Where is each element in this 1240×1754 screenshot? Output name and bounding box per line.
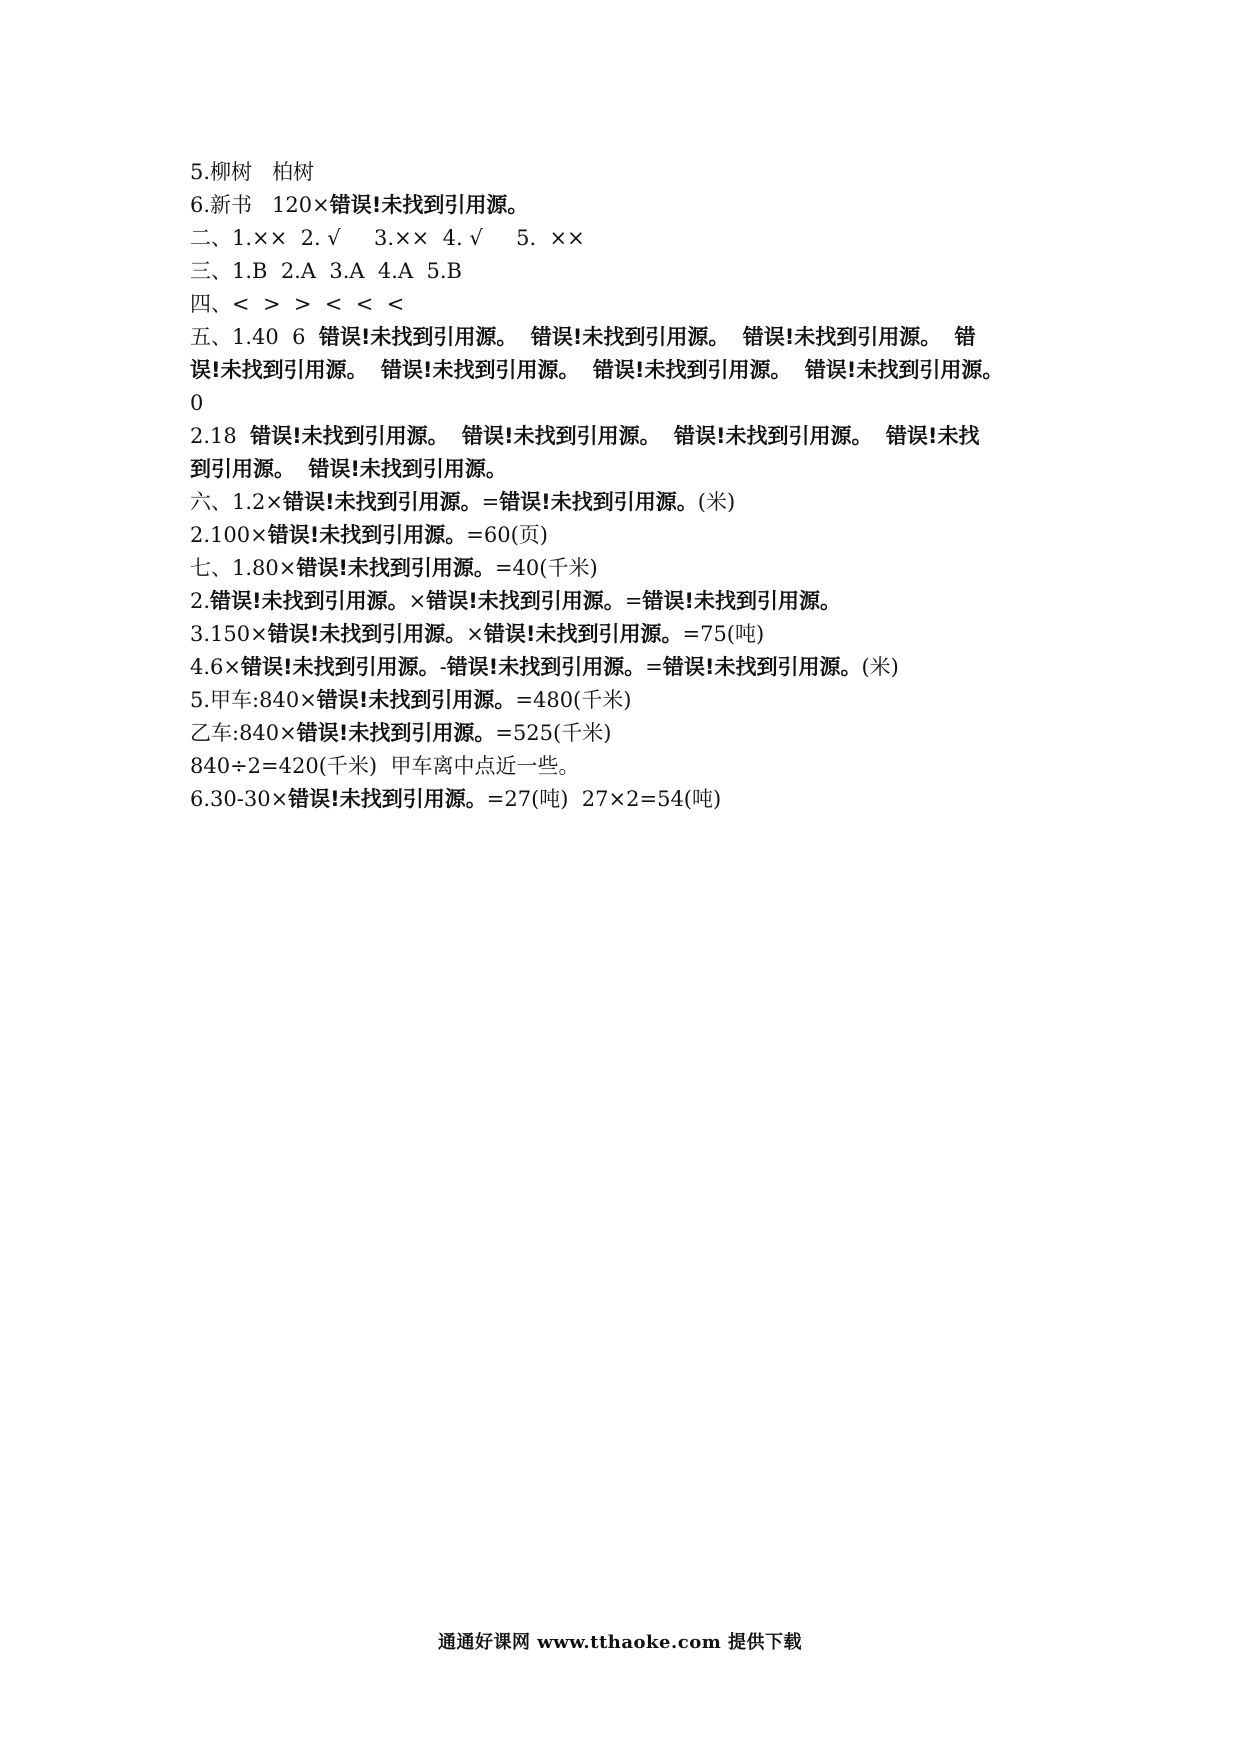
page-footer: 通通好课网 www.tthaoke.com 提供下载 — [437, 1632, 803, 1653]
answer-text: = — [481, 490, 500, 514]
answer-text — [941, 325, 954, 349]
answer-text: 6.新书 120× — [190, 193, 330, 217]
answer-text: =27(吨) 27×2=54(吨) — [486, 787, 722, 811]
answer-text: 6.30-30× — [190, 787, 289, 811]
reference-error-text: 错误!未找到引用源。 — [283, 490, 482, 514]
reference-error-text: 错误!未找到引用源。 — [329, 193, 529, 217]
answer-line — [190, 651, 1070, 684]
reference-error-text: 错误!未找到引用源。 — [241, 655, 440, 679]
reference-error-text: 错误!未找到引用源。 — [267, 622, 467, 646]
answer-line — [190, 288, 1070, 321]
answer-text — [580, 358, 593, 382]
answer-text: 乙车:840× — [190, 721, 297, 745]
answer-text: = — [645, 655, 663, 679]
answer-text: × — [408, 589, 427, 613]
answer-line — [190, 387, 1070, 420]
answer-line — [190, 222, 1070, 255]
reference-error-text: 错误!未找到引用源。 — [642, 589, 841, 613]
reference-error-text: 错误!未找到引用源。 — [446, 655, 646, 679]
answer-text — [517, 325, 530, 349]
answer-line — [190, 717, 1070, 750]
answer-line — [190, 156, 1070, 189]
reference-error-text: 错误!未找到引用源。 — [288, 787, 487, 811]
answer-text: =525(千米) — [495, 721, 612, 745]
answer-line — [190, 552, 1070, 585]
answer-text: =60(页) — [466, 523, 548, 547]
answer-line — [190, 519, 1070, 552]
reference-error-text: 误!未找到引用源。 — [190, 358, 368, 382]
answer-text — [295, 457, 308, 481]
answer-text: × — [466, 622, 484, 646]
reference-error-text: 错误!未找到引用源。 — [267, 523, 467, 547]
answer-text: 三、1.B 2.A 3.A 4.A 5.B — [190, 259, 462, 283]
reference-error-text: 错误!未找到引用源。 — [318, 325, 518, 349]
reference-error-text: 错误!未找到引用源。 — [804, 358, 1004, 382]
answer-line — [190, 189, 1070, 222]
answer-text — [791, 358, 804, 382]
reference-error-text: 错 — [954, 325, 976, 349]
answer-text — [661, 424, 674, 448]
answer-text: =75(吨) — [682, 622, 765, 646]
answer-line — [190, 321, 1070, 354]
answer-text — [449, 424, 462, 448]
answer-text: 二、1.×× 2. √ 3.×× 4. √ 5. ×× — [190, 226, 585, 250]
answer-line — [190, 750, 1070, 783]
answer-text: 2.18 — [190, 424, 251, 448]
reference-error-text: 错误!未找 — [885, 424, 980, 448]
answer-line — [190, 354, 1070, 387]
answer-text: 5.柳树 柏树 — [190, 160, 315, 184]
answer-line — [190, 486, 1070, 519]
reference-error-text: 错误!未找到引用源。 — [316, 688, 516, 712]
reference-error-text: 错误!未找到引用源。 — [210, 589, 409, 613]
reference-error-text: 错误!未找到引用源。 — [308, 457, 507, 481]
reference-error-text: 错误!未找到引用源。 — [250, 424, 449, 448]
answer-text: 2. — [190, 589, 211, 613]
reference-error-text: 错误!未找到引用源。 — [296, 721, 496, 745]
reference-error-text: 错误!未找到引用源。 — [662, 655, 862, 679]
answer-text: 0 — [190, 391, 204, 415]
answer-line — [190, 453, 1070, 486]
answer-text: 4.6× — [190, 655, 241, 679]
answer-text — [873, 424, 886, 448]
answer-text: (米) — [697, 490, 736, 514]
answer-line — [190, 420, 1070, 453]
answer-text: 六、1.2× — [190, 490, 283, 514]
answer-text: 840÷2=420(千米) 甲车离中点近一些。 — [190, 754, 580, 778]
reference-error-text: 错误!未找到引用源。 — [742, 325, 942, 349]
reference-error-text: 错误!未找到引用源。 — [462, 424, 661, 448]
answer-text: = — [624, 589, 643, 613]
answer-text: 3.150× — [190, 622, 268, 646]
answer-key-content — [190, 156, 1070, 816]
answer-line — [190, 255, 1070, 288]
reference-error-text: 错误!未找到引用源。 — [296, 556, 495, 580]
reference-error-text: 错误!未找到引用源。 — [483, 622, 683, 646]
answer-text: - — [439, 655, 447, 679]
answer-text: 五、1.40 6 — [190, 325, 319, 349]
answer-text: 2.100× — [190, 523, 268, 547]
reference-error-text: 错误!未找到引用源。 — [592, 358, 792, 382]
answer-text: (米) — [861, 655, 899, 679]
answer-text — [729, 325, 742, 349]
answer-text: =40(千米) — [494, 556, 598, 580]
answer-text: 5.甲车:840× — [190, 688, 317, 712]
answer-text: =480(千米) — [515, 688, 632, 712]
reference-error-text: 到引用源。 — [190, 457, 295, 481]
reference-error-text: 错误!未找到引用源。 — [530, 325, 730, 349]
reference-error-text: 错误!未找到引用源。 — [426, 589, 625, 613]
answer-line — [190, 618, 1070, 651]
answer-line — [190, 783, 1070, 816]
reference-error-text: 错误!未找到引用源。 — [673, 424, 873, 448]
reference-error-text: 错误!未找到引用源。 — [380, 358, 580, 382]
answer-text: 七、1.80× — [190, 556, 297, 580]
answer-line — [190, 684, 1070, 717]
answer-text: 四、< > > < < < — [190, 292, 405, 316]
reference-error-text: 错误!未找到引用源。 — [499, 490, 698, 514]
answer-line — [190, 585, 1070, 618]
answer-text — [368, 358, 381, 382]
